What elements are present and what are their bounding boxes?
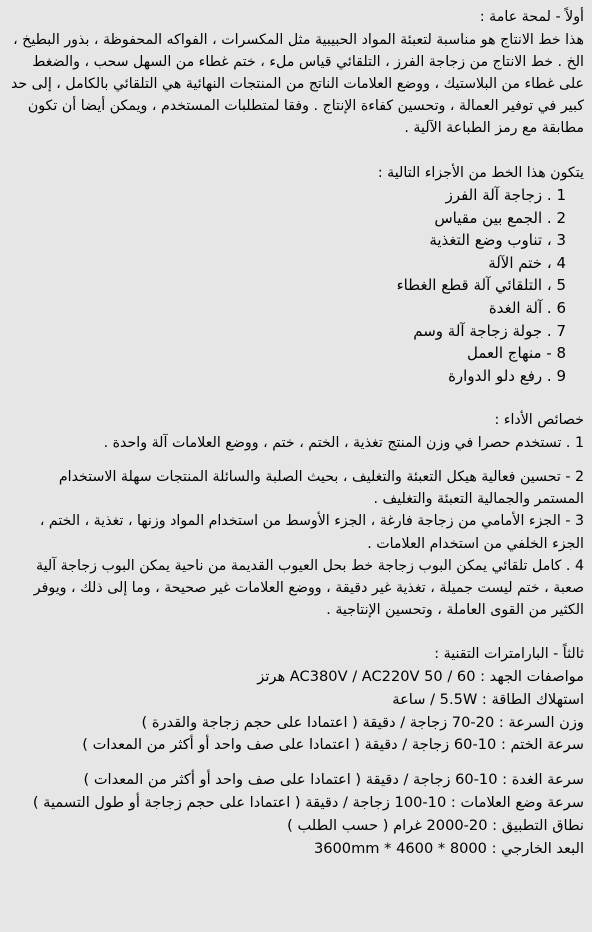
section-parts-heading: يتكون هذا الخط من الأجزاء التالية : (377, 164, 584, 181)
list-item: 1 . زجاجة آلة الفرز (445, 186, 566, 205)
section-overview-heading: أولاً - لمحة عامة : (479, 9, 584, 25)
spec-voltage: مواصفات الجهد : AC380V / AC220V 50 / 60 هرتز (257, 667, 584, 685)
spec-gland-speed: سرعة الغدة : 10-60 زجاجة / دقيقة ( اعتمادا على صف واحد أو أكثر من المعدات ) (83, 771, 584, 789)
specs-list (6, 666, 584, 860)
spec-power: استهلاك الطاقة : 5.5W / ساعة (392, 690, 584, 708)
feature-item: 1 . تستخدم حصرا في وزن المنتج تغذية ، الختم ، ختم ، ووضع العلامات آلة واحدة . (103, 434, 584, 451)
list-item: 4 ، ختم الآلة (488, 253, 566, 272)
spec-range: نطاق التطبيق : 20-2000 غرام ( حسب الطلب ) (287, 816, 584, 834)
list-item: 8 - منهاج العمل (467, 344, 566, 363)
spec-seal-speed: سرعة الختم : 10-60 زجاجة / دقيقة ( اعتمادا على صف واحد أو أكثر من المعدات ) (82, 736, 584, 754)
spacer (6, 621, 584, 643)
list-item: 5 ، التلقائي آلة قطع الغطاء (396, 276, 566, 295)
spec-label-speed: سرعة وضع العلامات : 10-100 زجاجة / دقيقة ( اعتمادا على حجم زجاجة أو طول التسمية ) (32, 793, 584, 811)
spec-dimensions: البعد الخارجي : 8000 * 4600 * 3600mm (313, 839, 584, 857)
spacer (6, 454, 584, 466)
section-features-heading: خصائص الأداء : (494, 412, 584, 429)
list-item: 3 ، تناوب وضع التغذية (429, 231, 566, 250)
spec-weigh-speed: وزن السرعة : 20-70 زجاجة / دقيقة ( اعتمادا على حجم زجاجة والقدرة ) (141, 713, 584, 731)
list-item: 2 . الجمع بين مقياس (434, 208, 566, 227)
spacer (6, 757, 584, 769)
feature-item: 4 . كامل تلقائي يمكن البوب زجاجة خط بحل العيوب القديمة من ناحية يمكن البوب زجاجة آلية صعبة ، ختم ليست جميلة ، تغذية غير دقيقة ، ووضع العلامات غير صحيحة ، وما إلى ذلك ، ويوفر الكثير من القوى العاملة ، وتحسين الإنتاجية . (33, 557, 584, 619)
list-item: 9 . رفع دلو الدوارة (448, 366, 566, 385)
feature-item: 3 - الجزء الأمامي من زجاجة فارغة ، الجزء الأوسط من استخدام المواد وزنها ، تغذية ، الختم ، الجزء الخلفي من استخدام العلامات . (39, 513, 584, 552)
feature-item: 2 - تحسين فعالية هيكل التعبئة والتغليف ، بحيث الصلبة والسائلة المنتجات سهلة الاستخدام المستمر والجمالية التعبئة والتغليف . (58, 469, 584, 508)
section-overview-body: هذا خط الانتاج هو مناسبة لتعبئة المواد الحبيبية مثل المكسرات ، الفواكه المحفوظة ، بذور البطيخ ، الخ . خط الانتاج من زجاجة الفرز ، التلقائي قياس ملء ، ختم غطاء من السهل سحب ، والضغط على غطاء من البلاستيك ، ووضع العلامات الناتج من المنتجات النهائية هي التلقائي بالكامل ، إلى حد كبير في توفير العمالة ، وتحسين كفاءة الإنتاج . وفقا لمتطلبات المستخدم ، ويمكن أيضا أن تكون مطابقة مع رمز الطباعة الآلية . (10, 31, 584, 137)
spacer (6, 140, 584, 162)
spacer (6, 387, 584, 409)
list-item: 7 . جولة زجاجة آلة وسم (413, 321, 566, 340)
list-item: 6 . آلة الغدة (488, 298, 566, 317)
parts-list (6, 184, 584, 387)
section-specs-heading: ثالثاً - البارامترات التقنية : (434, 646, 584, 663)
